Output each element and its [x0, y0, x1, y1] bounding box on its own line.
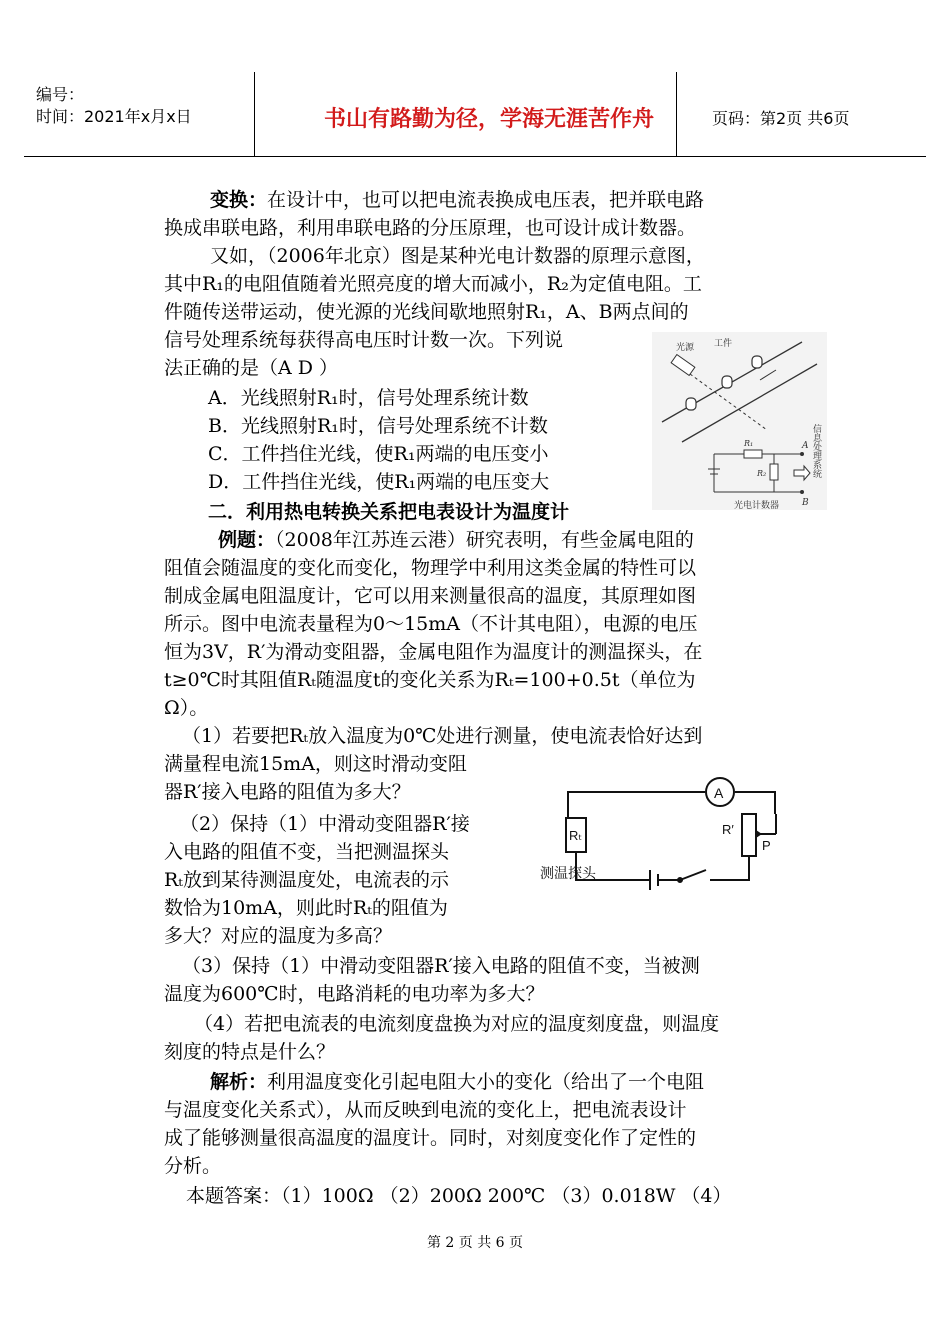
label-r2: R₂ — [757, 469, 767, 478]
label-point-a: A — [802, 441, 809, 451]
label-r1: R₁ — [744, 439, 754, 448]
answer-line: 本题答案：（1）100Ω （2）200Ω 200℃ （3）0.018W （4） — [186, 1185, 732, 1207]
section-heading: 二．利用热电转换关系把电表设计为温度计 — [208, 501, 570, 523]
label-light-source: 光源 — [676, 343, 695, 353]
header-divider — [254, 72, 255, 156]
question-2: （2）保持（1）中滑动变阻器R′接 — [180, 813, 470, 835]
ammeter-label: A — [714, 785, 724, 801]
option-a: A．光线照射R₁时，信号处理系统计数 — [208, 387, 529, 409]
thermometer-diagram — [540, 770, 790, 900]
option-b: B．光线照射R₁时，信号处理系统不计数 — [208, 415, 548, 437]
paragraph-line: 与温度变化关系式），从而反映到电流的变化上，把电流表设计 — [164, 1099, 687, 1121]
paragraph-line: 其中R₁的电阻值随着光照亮度的增大而减小，R₂为定值电阻。工 — [164, 273, 702, 295]
paragraph-line: 变换：在设计中，也可以把电流表换成电压表，把并联电路 — [210, 189, 705, 211]
paragraph-line: 多大？对应的温度为多高？ — [164, 925, 393, 947]
photoelectric-counter-figure — [652, 332, 827, 510]
option-c: C．工件挡住光线，使R₁两端的电压变小 — [208, 443, 549, 465]
paragraph-line: 分析。 — [164, 1155, 222, 1177]
paragraph-line: 件随传送带运动，使光源的光线间歇地照射R₁，A、B两点间的 — [164, 301, 689, 323]
header-page-info: 页码：第2页 共6页 — [712, 109, 850, 128]
paragraph-line: 换成串联电路，利用串联电路的分压原理，也可设计成计数器。 — [164, 217, 697, 239]
paragraph-line: Rₜ放到某待测温度处，电流表的示 — [164, 869, 449, 891]
r-prime-label: R′ — [722, 822, 734, 837]
photoelectric-diagram — [652, 332, 827, 510]
paragraph-line: 例题：（2008年江苏连云港）研究表明，有些金属电阻的 — [218, 529, 694, 551]
paragraph-line: 阻值会随温度的变化而变化，物理学中利用这类金属的特性可以 — [164, 557, 697, 579]
header-motto: 书山有路勤为径，学海无涯苦作舟 — [323, 107, 654, 132]
question-1: （1）若要把Rₜ放入温度为0℃处进行测量，使电流表恰好达到 — [182, 725, 703, 747]
slider-p-label: P — [762, 838, 771, 853]
paragraph-line: 入电路的阻值不变，当把测温探头 — [164, 841, 450, 863]
paragraph-line: 温度为600℃时，电路消耗的电功率为多大？ — [164, 983, 545, 1005]
analysis-line: 解析：利用温度变化引起电阻大小的变化（给出了一个电阻 — [210, 1071, 705, 1093]
page-footer: 第 2 页 共 6 页 — [426, 1235, 524, 1251]
paragraph-line: Ω）。 — [164, 697, 209, 719]
paragraph-line: 所示。图中电流表量程为0～15mA（不计其电阻），电源的电压 — [164, 613, 698, 635]
paragraph-line: 信号处理系统每获得高电压时计数一次。下列说 — [164, 329, 564, 351]
number-label: 编号： — [36, 85, 85, 104]
label-signal-system: 信息处理系统 — [811, 424, 821, 478]
question-4: （4）若把电流表的电流刻度盘换为对应的温度刻度盘，则温度 — [194, 1013, 720, 1035]
paragraph-line: t≥0℃时其阻值Rₜ随温度t的变化关系为Rₜ=100+0.5t（单位为 — [164, 669, 696, 691]
probe-label: 测温探头 — [540, 866, 596, 882]
time-label: 时间：2021年x月x日 — [36, 107, 192, 126]
rt-label: Rₜ — [569, 828, 583, 843]
paragraph-line: 制成金属电阻温度计，它可以用来测量很高的温度，其原理如图 — [164, 585, 697, 607]
paragraph-line: 成了能够测量很高温度的温度计。同时，对刻度变化作了定性的 — [164, 1127, 697, 1149]
paragraph-line: 法正确的是（A D ） — [164, 357, 339, 379]
label-workpiece: 工件 — [714, 339, 733, 349]
paragraph-line: 刻度的特点是什么？ — [164, 1041, 336, 1063]
page-header — [24, 72, 926, 157]
paragraph-line: 恒为3V，R′为滑动变阻器，金属电阻作为温度计的测温探头，在 — [164, 641, 703, 663]
paragraph-line: 满量程电流15mA，则这时滑动变阻 — [164, 753, 467, 775]
label-counter: 光电计数器 — [734, 501, 780, 510]
header-meta — [36, 84, 192, 128]
label-point-b: B — [802, 498, 809, 508]
thermometer-circuit-figure — [540, 770, 790, 900]
option-d: D．工件挡住光线，使R₁两端的电压变大 — [208, 471, 550, 493]
paragraph-line: 器R′接入电路的阻值为多大？ — [164, 781, 411, 803]
paragraph-line: 又如，（2006年北京）图是某种光电计数器的原理示意图， — [210, 245, 705, 267]
question-3: （3）保持（1）中滑动变阻器R′接入电路的阻值不变，当被测 — [182, 955, 700, 977]
paragraph-line: 数恰为10mA，则此时Rₜ的阻值为 — [164, 897, 448, 919]
